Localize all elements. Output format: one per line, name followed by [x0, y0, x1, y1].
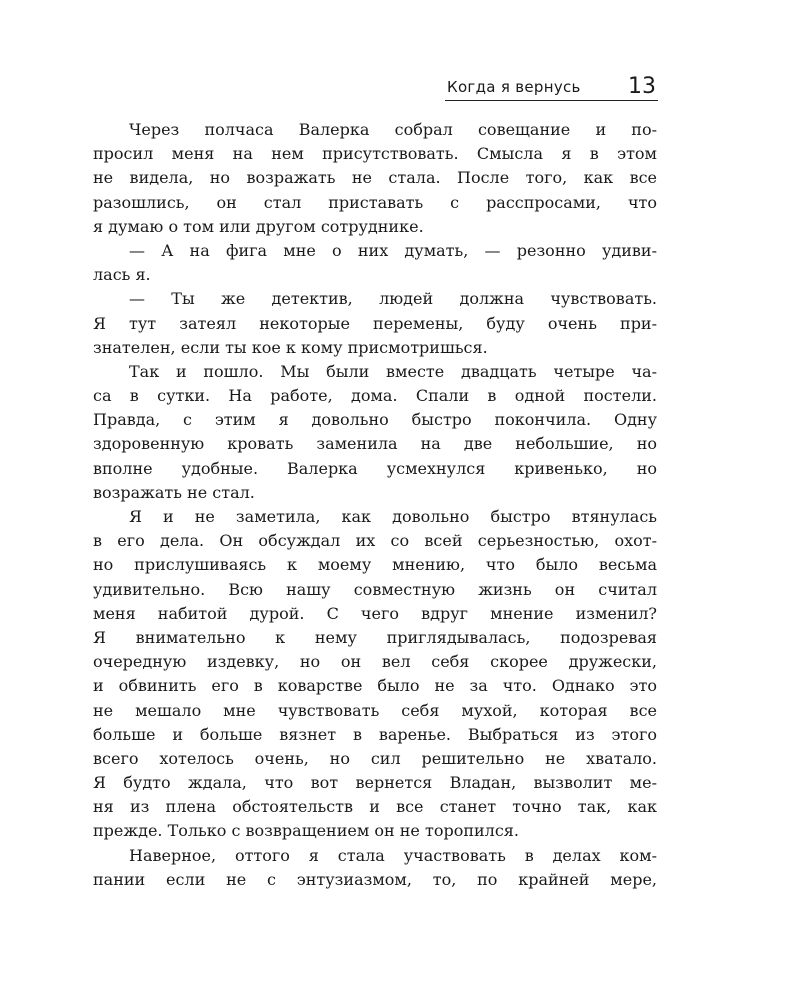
text-line: и обвинить его в коварстве было не за что. Однако это [93, 676, 657, 696]
text-line: но прислушиваясь к моему мнению, что было весьма [93, 555, 657, 575]
body-text [93, 118, 657, 892]
text-line: очередную издевку, но он вел себя скорее дружески, [93, 652, 657, 672]
text-line: я думаю о том или другом сотруднике. [93, 216, 424, 236]
header-title: Когда я вернусь [447, 78, 581, 96]
text-line: меня набитой дурой. С чего вдруг мнение изменил? [93, 603, 657, 623]
text-line: удивительно. Всю нашу совместную жизнь он считал [93, 579, 657, 599]
text-line: разошлись, он стал приставать с расспросами, что [93, 192, 657, 212]
text-line: вполне удобные. Валерка усмехнулся кривенько, но [93, 458, 657, 478]
text-line: — Ты же детектив, людей должна чувствовать. [129, 289, 657, 309]
text-line: Правда, с этим я довольно быстро покончила. Одну [93, 410, 657, 430]
text-line: — А на фига мне о них думать, — резонно удиви- [129, 240, 657, 260]
text-line: всего хотелось очень, но сил решительно не хватало. [93, 748, 657, 768]
text-line: Я внимательно к нему приглядывалась, подозревая [93, 627, 657, 647]
text-line: Через полчаса Валерка собрал совещание и по- [129, 120, 657, 139]
text-line: не видела, но возражать не стала. После того, как все [93, 168, 657, 188]
text-line: Я будто ждала, что вот вернется Владан, вызволит ме- [93, 773, 657, 793]
text-line: ня из плена обстоятельств и все станет точно так, как [93, 797, 657, 817]
text-line: Я тут затеял некоторые перемены, буду очень при- [93, 313, 657, 333]
text-line: са в сутки. На работе, дома. Спали в одной постели. [93, 386, 657, 406]
text-line: в его дела. Он обсуждал их со всей серьезностью, охот- [93, 531, 657, 551]
text-line: лась я. [93, 265, 151, 285]
text-line: Я и не заметила, как довольно быстро втянулась [129, 507, 657, 526]
text-line: больше и больше вязнет в варенье. Выбраться из этого [93, 724, 657, 744]
text-line: возражать не стал. [93, 482, 255, 502]
text-line: просил меня на нем присутствовать. Смысла я в этом [93, 144, 657, 164]
text-line: Наверное, оттого я стала участвовать в делах ком- [129, 845, 657, 865]
text-line: не мешало мне чувствовать себя мухой, которая все [93, 700, 657, 720]
text-line: здоровенную кровать заменила на две небольшие, но [93, 434, 657, 454]
page-number: 13 [628, 74, 656, 99]
text-line: пании если не с энтузиазмом, то, по крайней мере, [93, 869, 657, 889]
running-header [445, 70, 658, 101]
text-line: прежде. Только с возвращением он не торопился. [93, 821, 519, 841]
text-line: знателен, если ты кое к кому присмотришься. [93, 337, 488, 357]
text-line: Так и пошло. Мы были вместе двадцать четыре ча- [129, 361, 657, 381]
